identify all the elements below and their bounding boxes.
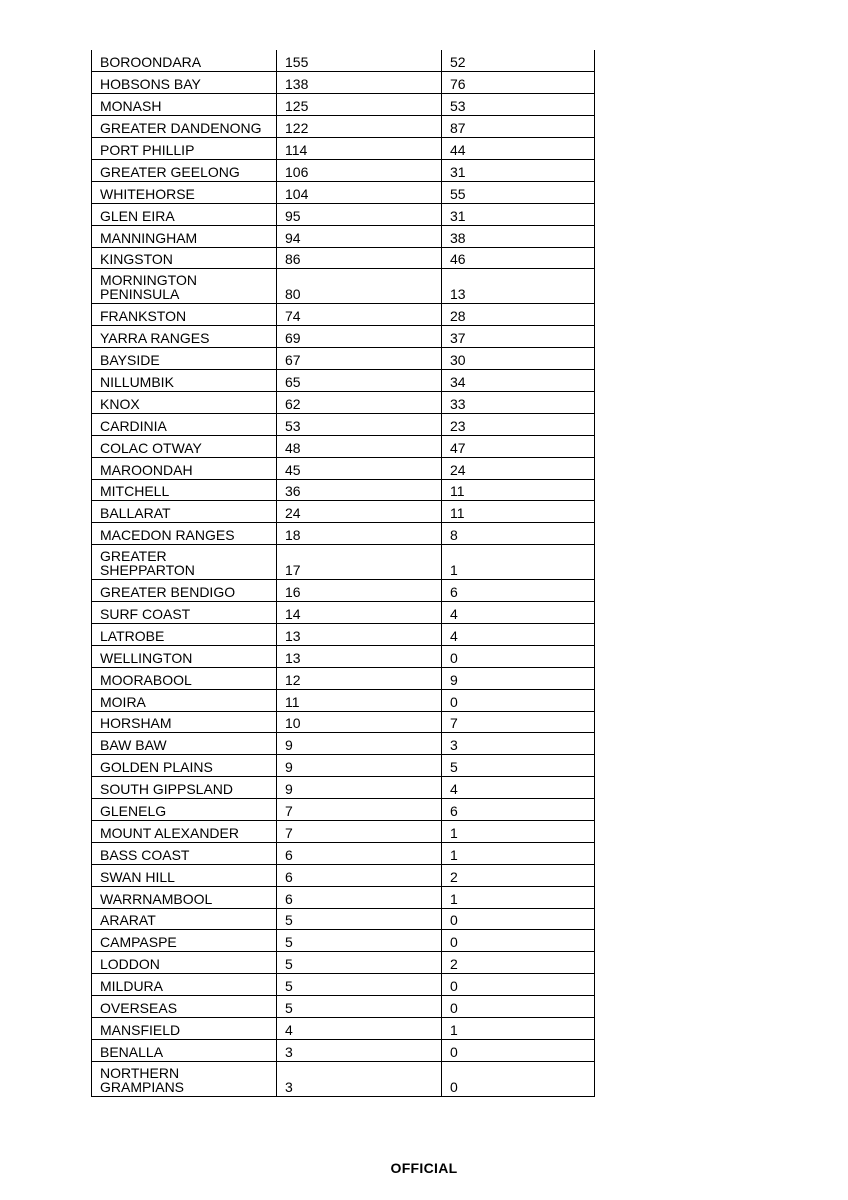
- count-cell-1: 53: [277, 413, 442, 435]
- count-cell-1: 36: [277, 479, 442, 501]
- count-cell-1: 114: [277, 138, 442, 160]
- table-row: [92, 479, 595, 501]
- table-row: [92, 602, 595, 624]
- count-cell-1: 10: [277, 711, 442, 733]
- table-row: [92, 930, 595, 952]
- count-cell-2: 0: [442, 689, 595, 711]
- area-name-cell: GLENELG: [92, 799, 277, 821]
- count-cell-1: 122: [277, 116, 442, 138]
- table-row: [92, 413, 595, 435]
- area-name-cell: MOIRA: [92, 689, 277, 711]
- count-cell-2: 0: [442, 1039, 595, 1061]
- count-cell-1: 6: [277, 842, 442, 864]
- count-cell-2: 0: [442, 930, 595, 952]
- table-row: [92, 667, 595, 689]
- area-name-cell: MAROONDAH: [92, 457, 277, 479]
- area-name-cell: GREATER GEELONG: [92, 159, 277, 181]
- table-body: [92, 50, 595, 1096]
- count-cell-2: 0: [442, 908, 595, 930]
- count-cell-2: 11: [442, 479, 595, 501]
- count-cell-2: 55: [442, 181, 595, 203]
- count-cell-1: 14: [277, 602, 442, 624]
- table-row: [92, 799, 595, 821]
- table-row: [92, 203, 595, 225]
- count-cell-2: 2: [442, 864, 595, 886]
- count-cell-1: 16: [277, 580, 442, 602]
- area-name-cell: MONASH: [92, 94, 277, 116]
- count-cell-1: 106: [277, 159, 442, 181]
- area-name-cell: COLAC OTWAY: [92, 435, 277, 457]
- count-cell-1: 13: [277, 623, 442, 645]
- table-row: [92, 225, 595, 247]
- area-name-cell: GREATER DANDENONG: [92, 116, 277, 138]
- table-row: [92, 269, 595, 304]
- count-cell-2: 3: [442, 733, 595, 755]
- table-row: [92, 952, 595, 974]
- area-name-cell: LATROBE: [92, 623, 277, 645]
- area-name-cell: PORT PHILLIP: [92, 138, 277, 160]
- count-cell-2: 47: [442, 435, 595, 457]
- count-cell-1: 5: [277, 952, 442, 974]
- count-cell-2: 0: [442, 1061, 595, 1096]
- count-cell-2: 76: [442, 72, 595, 94]
- count-cell-2: 4: [442, 602, 595, 624]
- count-cell-2: 24: [442, 457, 595, 479]
- area-name-cell: SWAN HILL: [92, 864, 277, 886]
- table-row: [92, 370, 595, 392]
- count-cell-1: 12: [277, 667, 442, 689]
- table-row: [92, 974, 595, 996]
- count-cell-1: 4: [277, 1018, 442, 1040]
- area-name-cell: BOROONDARA: [92, 50, 277, 72]
- table-row: [92, 72, 595, 94]
- count-cell-2: 13: [442, 269, 595, 304]
- lga-table: [91, 50, 595, 1097]
- area-name-cell: SOUTH GIPPSLAND: [92, 777, 277, 799]
- table-row: [92, 864, 595, 886]
- area-name-cell: BALLARAT: [92, 501, 277, 523]
- count-cell-1: 5: [277, 908, 442, 930]
- area-name-cell: WELLINGTON: [92, 645, 277, 667]
- classification-footer: OFFICIAL: [390, 1160, 458, 1176]
- count-cell-1: 3: [277, 1061, 442, 1096]
- count-cell-2: 53: [442, 94, 595, 116]
- area-name-cell: OVERSEAS: [92, 996, 277, 1018]
- area-name-cell: FRANKSTON: [92, 304, 277, 326]
- count-cell-1: 9: [277, 777, 442, 799]
- table-row: [92, 908, 595, 930]
- area-name-cell: MANSFIELD: [92, 1018, 277, 1040]
- count-cell-2: 23: [442, 413, 595, 435]
- count-cell-1: 80: [277, 269, 442, 304]
- count-cell-1: 69: [277, 326, 442, 348]
- count-cell-1: 7: [277, 821, 442, 843]
- count-cell-2: 7: [442, 711, 595, 733]
- count-cell-1: 5: [277, 996, 442, 1018]
- count-cell-2: 34: [442, 370, 595, 392]
- count-cell-2: 52: [442, 50, 595, 72]
- count-cell-1: 11: [277, 689, 442, 711]
- area-name-cell: MACEDON RANGES: [92, 523, 277, 545]
- table-row: [92, 304, 595, 326]
- area-name-cell: KNOX: [92, 391, 277, 413]
- table-row: [92, 501, 595, 523]
- area-name-cell: MOUNT ALEXANDER: [92, 821, 277, 843]
- table-row: [92, 1039, 595, 1061]
- table-row: [92, 711, 595, 733]
- count-cell-1: 3: [277, 1039, 442, 1061]
- count-cell-2: 46: [442, 247, 595, 269]
- count-cell-1: 94: [277, 225, 442, 247]
- count-cell-1: 125: [277, 94, 442, 116]
- table-row: [92, 645, 595, 667]
- area-name-cell: HORSHAM: [92, 711, 277, 733]
- area-name-cell: HOBSONS BAY: [92, 72, 277, 94]
- count-cell-1: 6: [277, 864, 442, 886]
- table-row: [92, 181, 595, 203]
- count-cell-1: 5: [277, 974, 442, 996]
- area-name-cell: NILLUMBIK: [92, 370, 277, 392]
- table-row: [92, 348, 595, 370]
- table-row: [92, 435, 595, 457]
- area-name-cell: WARRNAMBOOL: [92, 886, 277, 908]
- table-row: [92, 689, 595, 711]
- count-cell-2: 6: [442, 580, 595, 602]
- table-row: [92, 247, 595, 269]
- count-cell-1: 48: [277, 435, 442, 457]
- count-cell-1: 155: [277, 50, 442, 72]
- table-row: [92, 580, 595, 602]
- count-cell-2: 87: [442, 116, 595, 138]
- count-cell-2: 33: [442, 391, 595, 413]
- table-row: [92, 50, 595, 72]
- count-cell-2: 37: [442, 326, 595, 348]
- table-row: [92, 821, 595, 843]
- count-cell-2: 9: [442, 667, 595, 689]
- count-cell-2: 1: [442, 842, 595, 864]
- table-row: [92, 523, 595, 545]
- table-row: [92, 842, 595, 864]
- count-cell-1: 7: [277, 799, 442, 821]
- count-cell-1: 74: [277, 304, 442, 326]
- table-row: [92, 886, 595, 908]
- count-cell-1: 138: [277, 72, 442, 94]
- count-cell-2: 31: [442, 159, 595, 181]
- data-table-container: [91, 50, 594, 1097]
- table-row: [92, 996, 595, 1018]
- table-row: [92, 623, 595, 645]
- table-row: [92, 1018, 595, 1040]
- count-cell-2: 5: [442, 755, 595, 777]
- area-name-cell: GREATER BENDIGO: [92, 580, 277, 602]
- count-cell-1: 95: [277, 203, 442, 225]
- count-cell-2: 30: [442, 348, 595, 370]
- area-name-cell: ARARAT: [92, 908, 277, 930]
- area-name-cell: WHITEHORSE: [92, 181, 277, 203]
- count-cell-1: 104: [277, 181, 442, 203]
- table-row: [92, 94, 595, 116]
- table-row: [92, 777, 595, 799]
- count-cell-2: 4: [442, 623, 595, 645]
- area-name-cell: GOLDEN PLAINS: [92, 755, 277, 777]
- table-row: [92, 159, 595, 181]
- count-cell-2: 1: [442, 886, 595, 908]
- count-cell-2: 8: [442, 523, 595, 545]
- count-cell-1: 9: [277, 733, 442, 755]
- count-cell-1: 45: [277, 457, 442, 479]
- count-cell-2: 1: [442, 1018, 595, 1040]
- area-name-cell: SURF COAST: [92, 602, 277, 624]
- area-name-cell: YARRA RANGES: [92, 326, 277, 348]
- table-row: [92, 326, 595, 348]
- count-cell-2: 1: [442, 545, 595, 580]
- area-name-cell: GREATER SHEPPARTON: [92, 545, 277, 580]
- table-row: [92, 733, 595, 755]
- area-name-cell: MOORABOOL: [92, 667, 277, 689]
- table-row: [92, 138, 595, 160]
- count-cell-1: 5: [277, 930, 442, 952]
- count-cell-2: 2: [442, 952, 595, 974]
- count-cell-1: 65: [277, 370, 442, 392]
- table-row: [92, 116, 595, 138]
- count-cell-2: 1: [442, 821, 595, 843]
- count-cell-1: 62: [277, 391, 442, 413]
- area-name-cell: BENALLA: [92, 1039, 277, 1061]
- count-cell-1: 67: [277, 348, 442, 370]
- area-name-cell: CAMPASPE: [92, 930, 277, 952]
- count-cell-2: 0: [442, 645, 595, 667]
- count-cell-2: 38: [442, 225, 595, 247]
- count-cell-1: 18: [277, 523, 442, 545]
- area-name-cell: LODDON: [92, 952, 277, 974]
- count-cell-1: 6: [277, 886, 442, 908]
- area-name-cell: CARDINIA: [92, 413, 277, 435]
- count-cell-2: 4: [442, 777, 595, 799]
- table-row: [92, 457, 595, 479]
- count-cell-2: 11: [442, 501, 595, 523]
- area-name-cell: MANNINGHAM: [92, 225, 277, 247]
- area-name-cell: GLEN EIRA: [92, 203, 277, 225]
- area-name-cell: KINGSTON: [92, 247, 277, 269]
- area-name-cell: BAW BAW: [92, 733, 277, 755]
- count-cell-1: 17: [277, 545, 442, 580]
- count-cell-1: 13: [277, 645, 442, 667]
- area-name-cell: NORTHERN GRAMPIANS: [92, 1061, 277, 1096]
- count-cell-2: 28: [442, 304, 595, 326]
- area-name-cell: MORNINGTON PENINSULA: [92, 269, 277, 304]
- table-row: [92, 1061, 595, 1096]
- count-cell-2: 31: [442, 203, 595, 225]
- table-row: [92, 755, 595, 777]
- area-name-cell: MITCHELL: [92, 479, 277, 501]
- table-row: [92, 391, 595, 413]
- count-cell-2: 0: [442, 996, 595, 1018]
- count-cell-1: 24: [277, 501, 442, 523]
- count-cell-1: 86: [277, 247, 442, 269]
- table-row: [92, 545, 595, 580]
- area-name-cell: BAYSIDE: [92, 348, 277, 370]
- area-name-cell: BASS COAST: [92, 842, 277, 864]
- count-cell-2: 44: [442, 138, 595, 160]
- count-cell-2: 0: [442, 974, 595, 996]
- count-cell-2: 6: [442, 799, 595, 821]
- count-cell-1: 9: [277, 755, 442, 777]
- area-name-cell: MILDURA: [92, 974, 277, 996]
